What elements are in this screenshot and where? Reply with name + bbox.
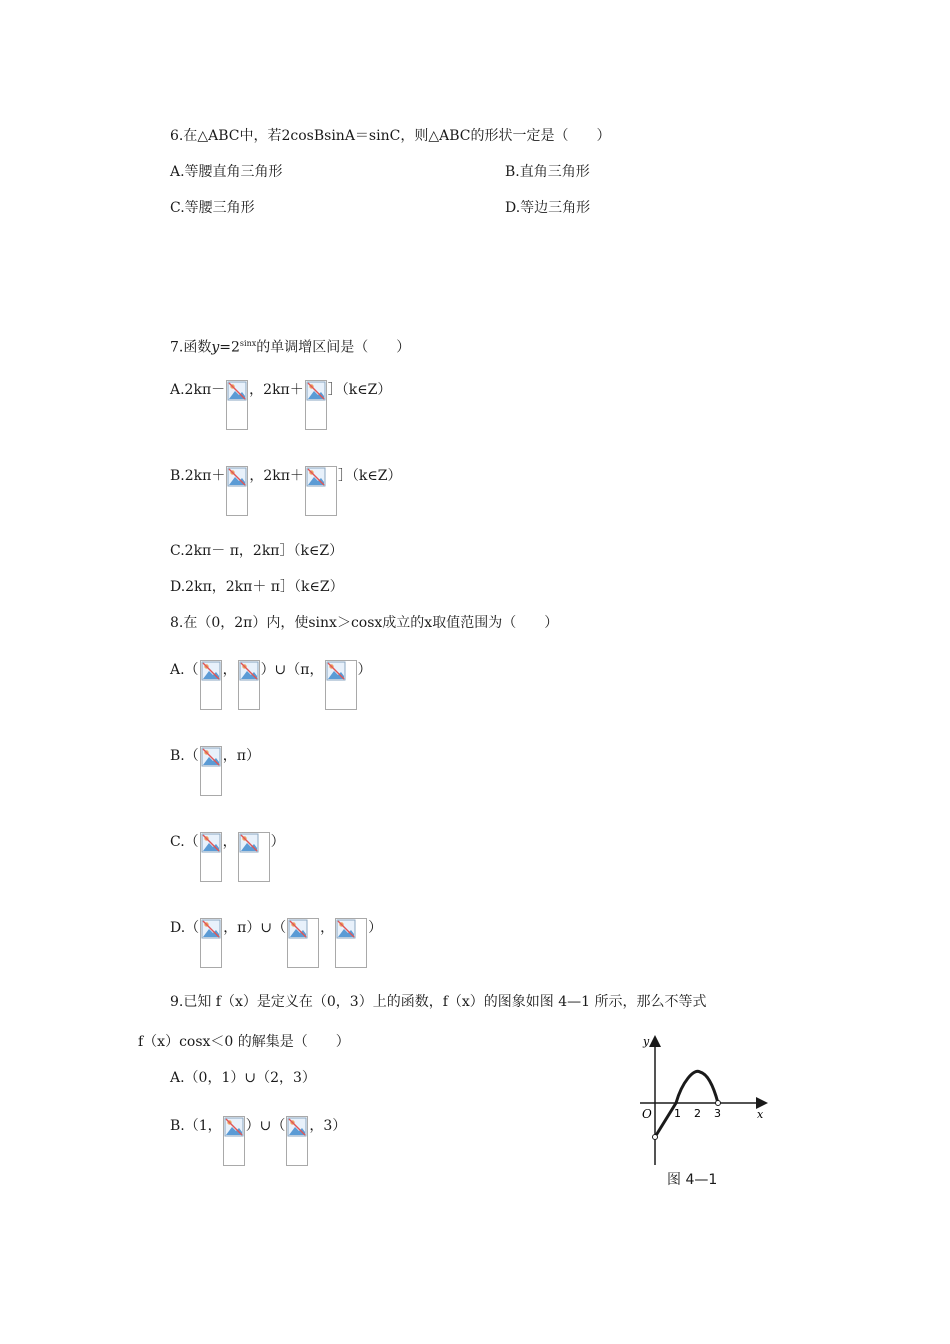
q7-stem	[170, 334, 410, 358]
q7-stem-pre: 7.函数	[170, 339, 212, 356]
tick-label: 1	[674, 1107, 681, 1120]
q8-option-d	[170, 918, 382, 968]
q9-option-b	[170, 1116, 346, 1166]
q7-stem-eq: =2	[219, 339, 240, 356]
q6-option-c: C.等腰三角形	[170, 200, 255, 216]
q8-b-post: ，π）	[222, 748, 260, 764]
broken-image-icon	[223, 1116, 245, 1166]
q8-d-post: ）	[368, 920, 383, 936]
q8-b-pre: B.（	[170, 748, 199, 764]
tick-label: 2	[694, 1107, 701, 1120]
q7-stem-post: 的单调增区间是（ ）	[256, 339, 411, 356]
broken-image-icon	[226, 466, 248, 516]
broken-image-icon	[226, 380, 248, 430]
q7-option-c: C.2kπ－ π，2kπ］（k∈Z）	[170, 543, 344, 559]
q8-d-pre: D.（	[170, 920, 200, 936]
broken-image-icon	[200, 660, 222, 710]
function-curve	[655, 1071, 718, 1137]
q8-a-pre: A.（	[170, 662, 199, 678]
q8-stem: 8.在（0，2π）内，使sinx＞cosx成立的x取值范围为（ ）	[170, 615, 559, 631]
q8-a-c1: ，	[222, 662, 237, 678]
origin-label: O	[642, 1107, 652, 1121]
q7-option-d: D.2kπ，2kπ＋ π］（k∈Z）	[170, 579, 344, 595]
broken-image-icon	[200, 746, 222, 796]
q7-a-mid: ，2kπ＋	[249, 382, 304, 398]
q7-stem-sup: sinx	[239, 339, 257, 348]
x-axis-label: x	[757, 1108, 764, 1121]
q6-option-a: A.等腰直角三角形	[170, 164, 283, 180]
q9-stem-line2: f（x）cosx＜0 的解集是（ ）	[138, 1034, 350, 1050]
broken-image-icon	[238, 832, 270, 882]
q9-stem-line1: 9.已知 f（x）是定义在（0，3）上的函数，f（x）的图象如图 4—1 所示，那么不等式	[170, 994, 707, 1010]
q7-stem-y: y	[211, 339, 220, 356]
q9-b-post: ，3）	[309, 1118, 347, 1134]
q8-a-post: ）	[357, 662, 372, 678]
q9-option-a: A.（0，1）∪（2，3）	[170, 1070, 316, 1086]
open-endpoint	[716, 1101, 721, 1106]
q6-option-d: D.等边三角形	[505, 200, 591, 216]
q9-b-pre: B.（1，	[170, 1118, 222, 1134]
q7-b-mid: ，2kπ＋	[249, 468, 304, 484]
q6-stem: 6.在△ABC中，若2cosBsinA＝sinC，则△ABC的形状一定是（ ）	[170, 128, 611, 144]
q7-a-post: ］（k∈Z）	[327, 382, 392, 398]
q8-option-a	[170, 660, 372, 710]
q8-c-post: ）	[270, 834, 285, 850]
q8-d-c1: ，π）∪（	[223, 920, 287, 936]
q7-b-post: ］（k∈Z）	[337, 468, 402, 484]
tick-label: 3	[714, 1107, 721, 1120]
broken-image-icon	[200, 918, 222, 968]
q8-a-c2: ）∪（π，	[260, 662, 324, 678]
broken-image-icon	[305, 466, 337, 516]
q8-c-pre: C.（	[170, 834, 199, 850]
q8-c-c1: ，	[222, 834, 237, 850]
q8-option-c	[170, 832, 285, 882]
broken-image-icon	[200, 832, 222, 882]
q7-option-b	[170, 466, 402, 516]
broken-image-icon	[287, 918, 319, 968]
y-axis-label: y	[643, 1035, 650, 1048]
q7-a-pre: A.2kπ－	[170, 382, 226, 398]
q9-b-mid: ）∪（	[245, 1118, 286, 1134]
q6-option-b: B.直角三角形	[505, 164, 590, 180]
q8-option-b	[170, 746, 260, 796]
broken-image-icon	[305, 380, 327, 430]
broken-image-icon	[325, 660, 357, 710]
open-endpoint	[653, 1135, 658, 1140]
broken-image-icon	[238, 660, 260, 710]
figure-caption: 图 4—1	[667, 1172, 718, 1188]
q7-b-pre: B.2kπ＋	[170, 468, 226, 484]
function-graph-figure	[630, 1030, 775, 1170]
broken-image-icon	[335, 918, 367, 968]
q8-d-c2: ，	[320, 920, 335, 936]
q7-option-a	[170, 380, 391, 430]
broken-image-icon	[286, 1116, 308, 1166]
